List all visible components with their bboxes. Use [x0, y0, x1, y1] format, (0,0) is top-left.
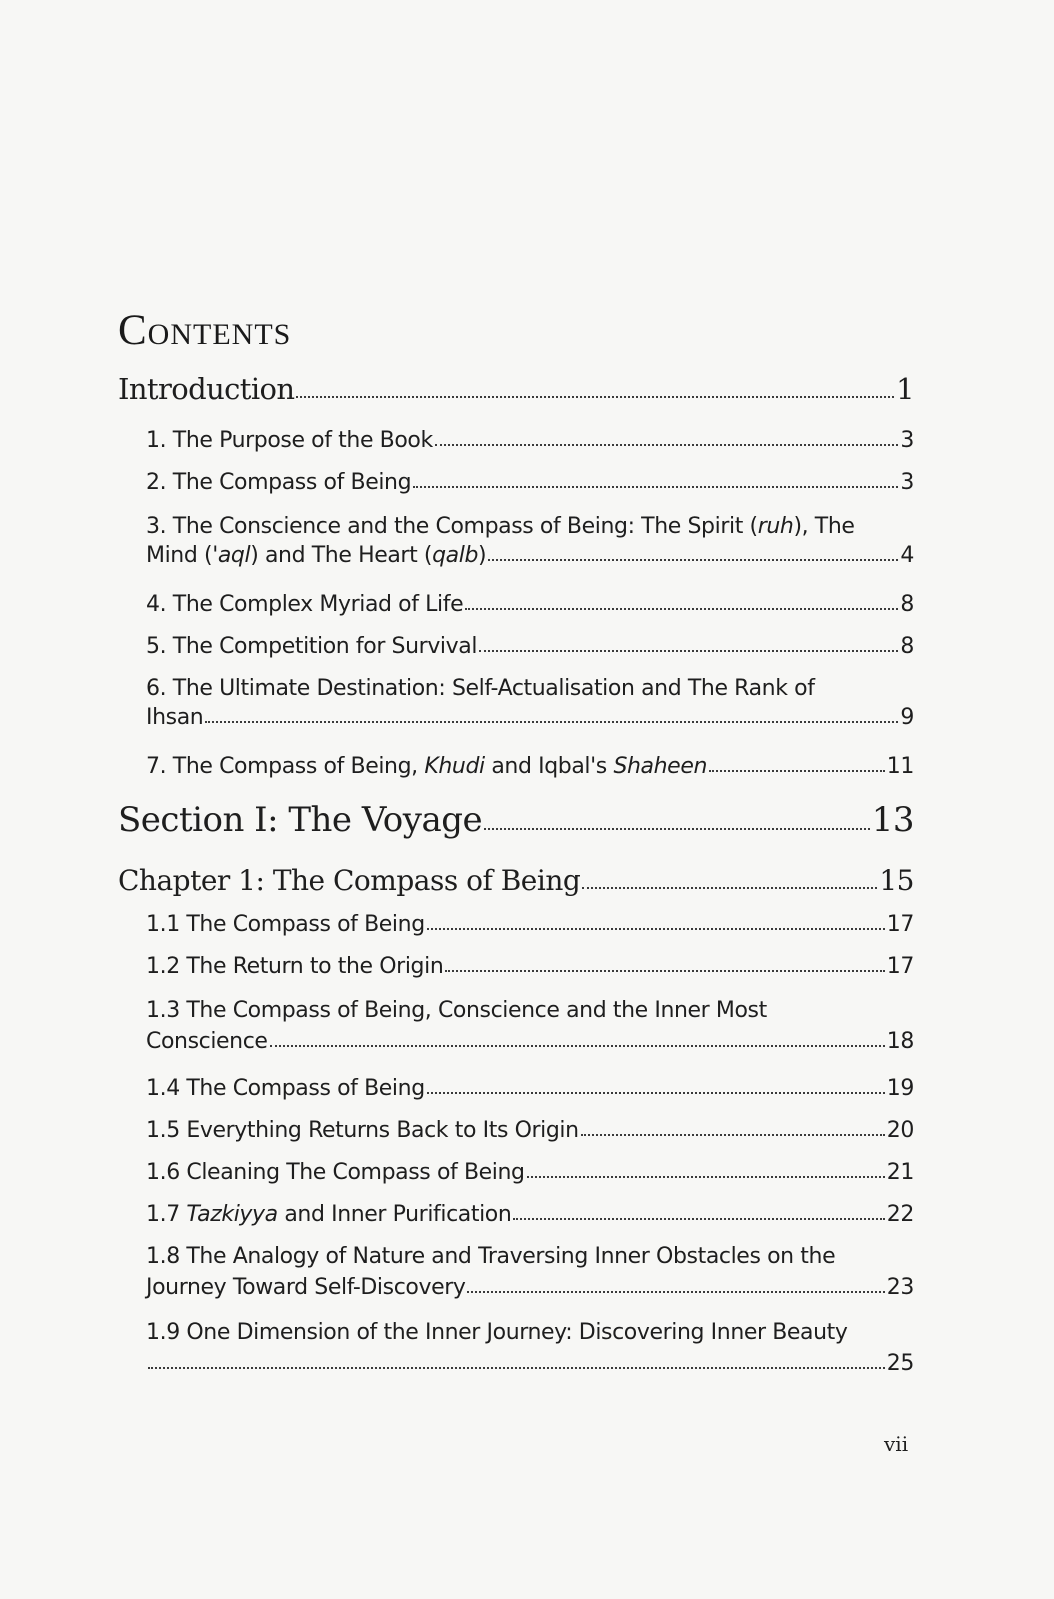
entry-title: 1.2 The Return to the Origin [146, 954, 444, 979]
toc-entry[interactable] [146, 1320, 914, 1376]
table-of-contents [118, 0, 914, 1599]
entry-title: 1.5 Everything Returns Back to Its Origin [146, 1118, 579, 1143]
entry-title-line2-end: ) [478, 543, 487, 568]
entry-page: 1 [896, 372, 914, 406]
entry-title-line1-end: ), The [793, 514, 855, 539]
toc-entry[interactable] [146, 998, 914, 1054]
entry-page: 8 [900, 592, 914, 617]
entry-title-line2-mid: ) and The Heart ( [250, 543, 433, 568]
entry-title-line1: 1.9 One Dimension of the Inner Journey: Discovering Inner Beauty [146, 1320, 848, 1345]
contents-heading: Contents [118, 307, 292, 354]
entry-title: 2. The Compass of Being [146, 470, 412, 495]
toc-entry-introduction[interactable] [118, 372, 914, 406]
term-italic: Khudi [424, 754, 485, 779]
entry-page: 17 [886, 912, 914, 937]
toc-entry[interactable] [146, 912, 914, 937]
dot-leader [148, 1367, 885, 1369]
entry-page: 19 [886, 1076, 914, 1101]
entry-page: 22 [886, 1202, 914, 1227]
entry-title-line1: 1.8 The Analogy of Nature and Traversing Inner Obstacles on the [146, 1244, 836, 1269]
term-italic: Shaheen [613, 754, 707, 779]
entry-page: 9 [900, 705, 914, 730]
toc-entry[interactable] [146, 1118, 914, 1143]
dot-leader [581, 1134, 885, 1136]
toc-entry[interactable] [146, 954, 914, 979]
dot-leader [582, 887, 877, 889]
dot-leader [413, 486, 898, 488]
entry-page: 21 [886, 1160, 914, 1185]
toc-entry[interactable] [146, 1076, 914, 1101]
dot-leader [484, 828, 870, 830]
entry-page: 3 [900, 470, 914, 495]
toc-entry-section[interactable] [118, 800, 914, 840]
dot-leader [427, 928, 885, 930]
entry-page: 15 [879, 864, 914, 897]
entry-page: 18 [886, 1029, 914, 1054]
term-italic: Tazkiyya [186, 1202, 278, 1227]
dot-leader [467, 1291, 884, 1293]
dot-leader [465, 608, 898, 610]
entry-title-part: 7. The Compass of Being, [146, 754, 425, 779]
term-italic: qalb [432, 543, 479, 568]
entry-title: 1.1 The Compass of Being [146, 912, 425, 937]
toc-entry[interactable] [146, 428, 914, 453]
entry-title-line1: 3. The Conscience and the Compass of Being: The Spirit ( [146, 514, 758, 539]
toc-entry[interactable] [146, 634, 914, 659]
entry-title-part: 1.7 [146, 1202, 187, 1227]
entry-page: 4 [900, 543, 914, 568]
entry-page: 11 [886, 754, 914, 779]
toc-entry[interactable] [146, 676, 914, 730]
entry-page: 25 [886, 1351, 914, 1376]
toc-entry[interactable] [146, 514, 914, 568]
toc-entry[interactable] [146, 754, 914, 779]
dot-leader [527, 1176, 885, 1178]
toc-entry[interactable] [146, 1202, 914, 1227]
entry-page: 8 [900, 634, 914, 659]
entry-title: Introduction [118, 372, 295, 406]
toc-entry[interactable] [146, 1244, 914, 1300]
toc-entry[interactable] [146, 470, 914, 495]
entry-title-line1: 1.3 The Compass of Being, Conscience and the Inner Most [146, 998, 767, 1023]
dot-leader [479, 650, 898, 652]
entry-page: 3 [900, 428, 914, 453]
toc-entry[interactable] [146, 1160, 914, 1185]
entry-title: 5. The Competition for Survival [146, 634, 478, 659]
entry-title-line2: Mind ( [146, 543, 213, 568]
dot-leader [296, 396, 894, 398]
dot-leader [270, 1045, 885, 1047]
entry-title: 1. The Purpose of the Book [146, 428, 433, 453]
entry-title-line1: 6. The Ultimate Destination: Self-Actualisation and The Rank of [146, 676, 815, 701]
entry-title: Section I: The Voyage [118, 800, 483, 840]
toc-entry[interactable] [146, 592, 914, 617]
entry-title-part: and Inner Purification [277, 1202, 512, 1227]
dot-leader [205, 721, 898, 723]
dot-leader [435, 444, 899, 446]
dot-leader [445, 970, 884, 972]
entry-title: 4. The Complex Myriad of Life [146, 592, 464, 617]
entry-title-part: and Iqbal's [484, 754, 614, 779]
dot-leader [488, 559, 898, 561]
entry-title-line2: Journey Toward Self-Discovery [146, 1275, 466, 1300]
page-number: vii [884, 1432, 909, 1456]
dot-leader [427, 1092, 885, 1094]
entry-page: 13 [871, 800, 914, 840]
term-italic: ruh [757, 514, 794, 539]
entry-title: Chapter 1: The Compass of Being [118, 864, 581, 897]
entry-title: 1.6 Cleaning The Compass of Being [146, 1160, 525, 1185]
entry-page: 17 [886, 954, 914, 979]
toc-entry-chapter[interactable] [118, 864, 914, 897]
entry-page: 23 [886, 1275, 914, 1300]
dot-leader [513, 1218, 884, 1220]
entry-title: 1.4 The Compass of Being [146, 1076, 425, 1101]
entry-page: 20 [886, 1118, 914, 1143]
dot-leader [709, 770, 885, 772]
entry-title-line2: Ihsan [146, 705, 204, 730]
entry-title-line2: Conscience [146, 1029, 268, 1054]
term-italic: 'aql [212, 543, 251, 568]
